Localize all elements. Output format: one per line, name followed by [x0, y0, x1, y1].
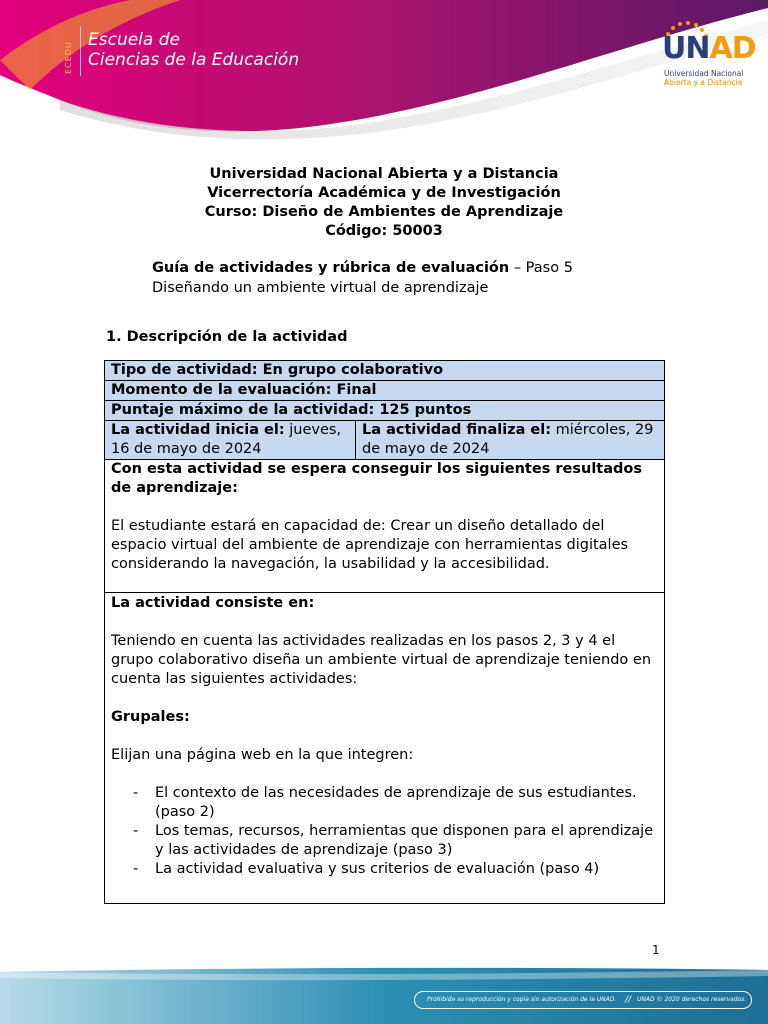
learning-outcomes-cell: [105, 460, 665, 593]
group-task-list: [111, 784, 658, 879]
consists-text: Teniendo en cuenta las actividades realizadas en los pasos 2, 3 y 4 el grupo colaborativo diseña un ambiente virtual de aprendizaje teniendo en cuenta las siguientes actividades:: [111, 633, 652, 687]
max-score: Puntaje máximo de la actividad: 125 puntos: [105, 401, 665, 421]
unad-logo: [660, 20, 756, 90]
footer-copyright: [414, 991, 752, 1009]
end-date-value: miércoles, 29 de mayo de 2024: [362, 422, 654, 457]
list-item: - La actividad evaluativa y sus criterios de evaluación (paso 4): [133, 860, 658, 879]
title-vicerrectoria: Vicerrectoría Académica y de Investigación: [207, 185, 561, 201]
document-title: [104, 165, 664, 241]
unad-subtitle-line1: Universidad Nacional: [664, 69, 744, 78]
header-divider: [80, 26, 81, 76]
footer-rights: UNAD © 2020 derechos reservados.: [637, 996, 747, 1003]
guide-title: Guía de actividades y rúbrica de evaluación: [152, 260, 510, 276]
header-banner: [0, 0, 768, 140]
table-row: [105, 381, 665, 401]
table-row: [105, 401, 665, 421]
title-code: Código: 50003: [325, 223, 443, 239]
unad-subtitle-line2: Abierta y a Distancia: [664, 78, 743, 87]
table-row: [105, 593, 665, 904]
footer-separator: //: [625, 995, 632, 1005]
activity-table: [104, 360, 665, 904]
guide-step: – Paso 5: [509, 260, 573, 276]
evaluation-moment: Momento de la evaluación: Final: [105, 381, 665, 401]
footer-prohibition: Prohibida su reproducción y copia sin autorización de la UNAD.: [427, 996, 617, 1003]
guide-subtitle: Diseñando un ambiente virtual de aprendizaje: [152, 280, 489, 296]
table-row: [105, 421, 665, 460]
list-item: - El contexto de las necesidades de aprendizaje de sus estudiantes. (paso 2): [133, 784, 658, 822]
start-date-label: La actividad inicia el:: [111, 422, 285, 438]
start-date-cell: [105, 421, 356, 460]
end-date-cell: [356, 421, 665, 460]
school-name-line2: Ciencias de la Educación: [88, 50, 300, 70]
outcomes-title: Con esta actividad se espera conseguir los siguientes resultados de aprendizaje:: [111, 461, 642, 496]
section-title: 1. Descripción de la actividad: [106, 329, 348, 345]
end-date-label: La actividad finaliza el:: [362, 422, 552, 438]
activity-description-cell: [105, 593, 665, 904]
group-intro: Elijan una página web en la que integren:: [111, 747, 414, 763]
ecedu-vertical-label: ECEDU: [64, 41, 73, 74]
school-name-line1: Escuela de: [88, 30, 180, 50]
school-name: [88, 30, 299, 70]
consists-title: La actividad consiste en:: [111, 595, 315, 611]
start-date-value: jueves, 16 de mayo de 2024: [111, 422, 342, 457]
table-row: [105, 460, 665, 593]
unad-wordmark: UNAD: [662, 31, 756, 66]
list-item: - Los temas, recursos, herramientas que disponen para el aprendizaje y las actividades de aprendizaje (paso 3): [133, 822, 658, 860]
guide-heading: [152, 258, 573, 298]
title-university: Universidad Nacional Abierta y a Distancia: [209, 166, 559, 182]
outcomes-text: El estudiante estará en capacidad de: Crear un diseño detallado del espacio virtual del ambiente de aprendizaje con herramientas digitales considerando la navegación, la usabilidad y la accesibilidad.: [111, 518, 629, 572]
activity-type: Tipo de actividad: En grupo colaborativo: [105, 361, 665, 381]
table-row: [105, 361, 665, 381]
title-course: Curso: Diseño de Ambientes de Aprendizaje: [204, 204, 564, 220]
group-title: Grupales:: [111, 709, 190, 725]
page-number: 1: [652, 943, 660, 957]
